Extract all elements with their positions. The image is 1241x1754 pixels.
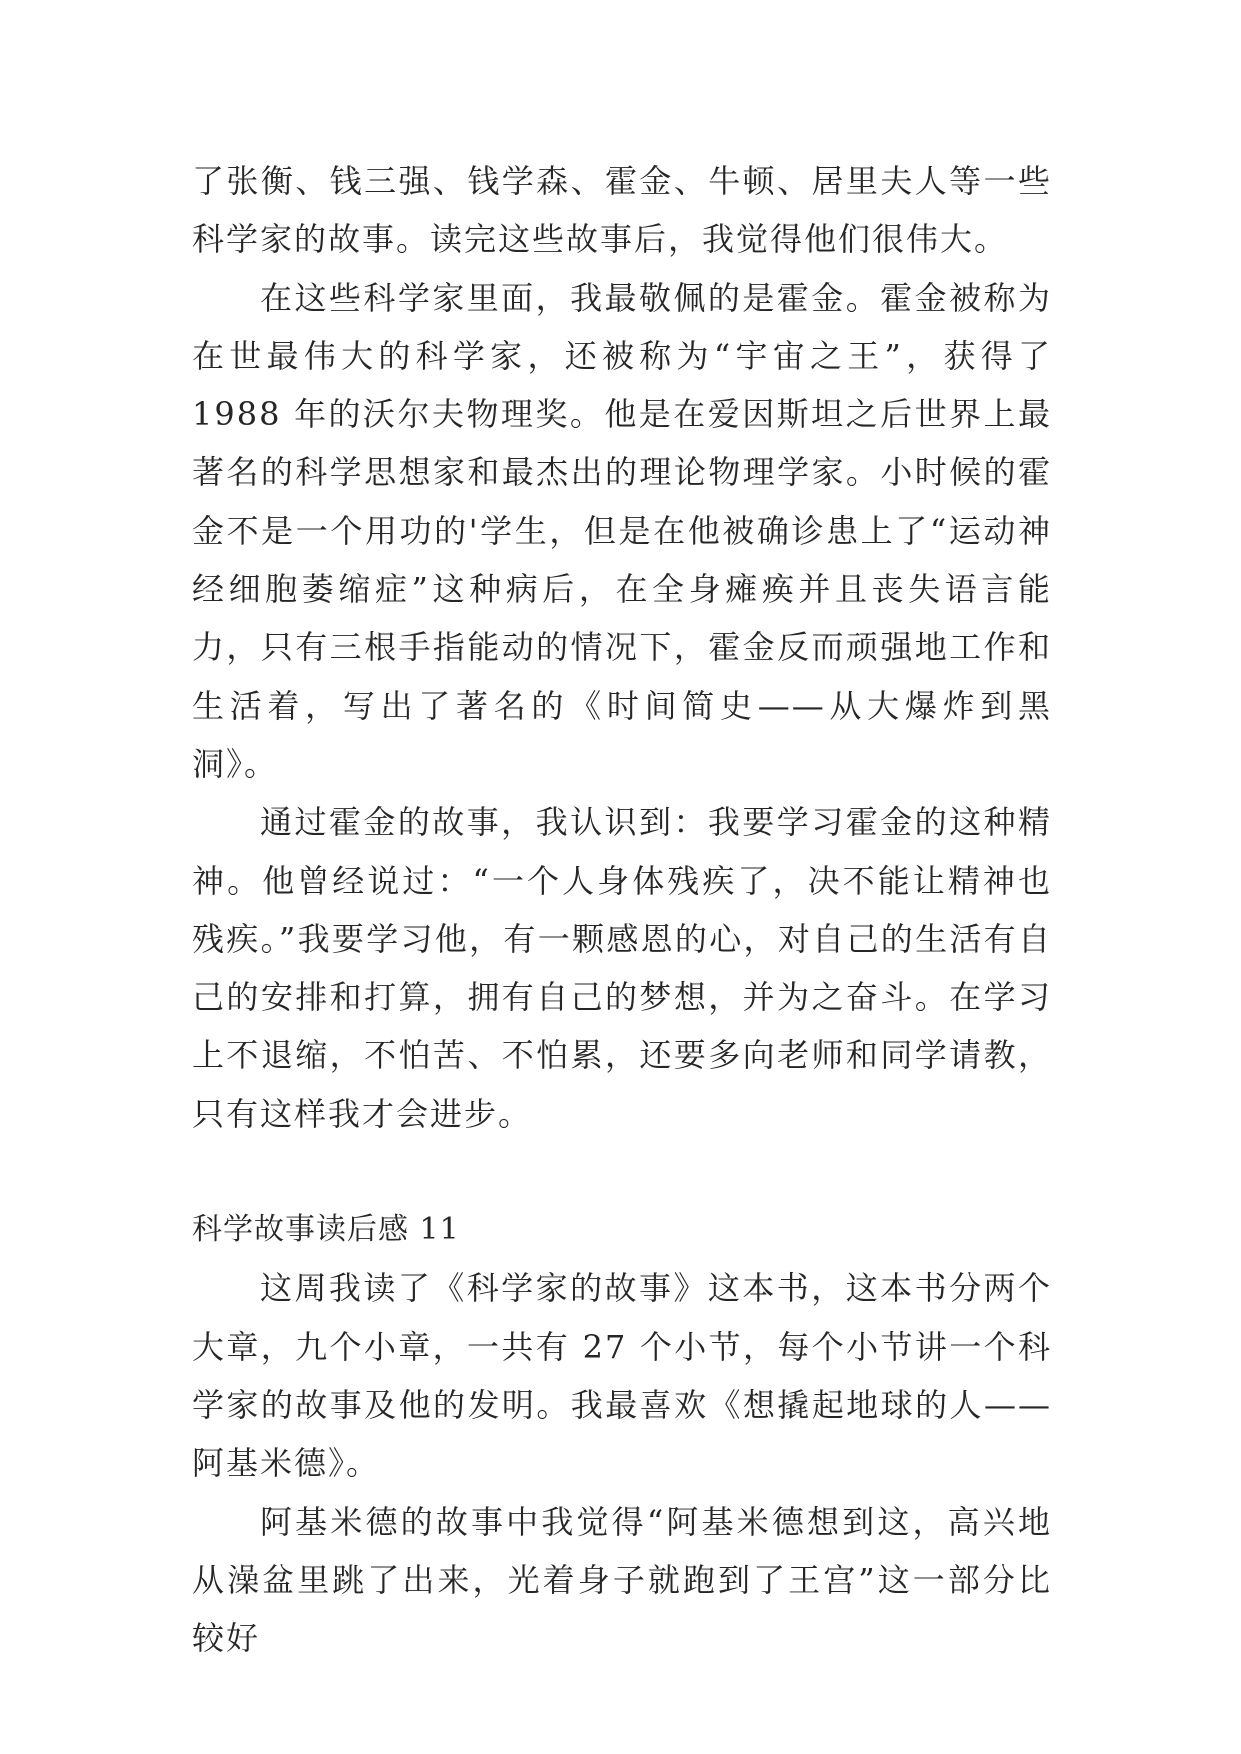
section-heading: 科学故事读后感 11 (192, 1212, 460, 1248)
paragraph-continued: 了张衡、钱三强、钱学森、霍金、牛顿、居里夫人等一些科学家的故事。读完这些故事后，我觉得他们很伟大。 (192, 162, 1052, 259)
paragraph-hawking-admiration: 在这些科学家里面，我最敬佩的是霍金。霍金被称为在世最伟大的科学家，还被称为“宇宙之王”，获得了 1988 年的沃尔夫物理奖。他是在爱因斯坦之后世界上最著名的科学思想家和最杰出的理论物理学家。小时候的霍金不是一个用功的'学生，但是在他被确诊患上了“运动神经细胞萎缩症”这种病后，在全身瘫痪并且丧失语言能力，只有三根手指能动的情况下，霍金反而顽强地工作和生活着，写出了著名的《时间简史——从大爆炸到黑洞》。 (192, 278, 1052, 783)
document-body (192, 152, 1052, 1667)
paragraph-book-intro: 这周我读了《科学家的故事》这本书，这本书分两个大章，九个小章，一共有 27 个小节，每个小节讲一个科学家的故事及他的发明。我最喜欢《想撬起地球的人——阿基米德》。 (192, 1269, 1052, 1483)
paragraph-archimedes-story: 阿基米德的故事中我觉得“阿基米德想到这，高兴地从澡盆里跳了出来，光着身子就跑到了王宫”这一部分比较好 (192, 1502, 1052, 1658)
paragraph-lesson-learned: 通过霍金的故事，我认识到：我要学习霍金的这种精神。他曾经说过：“一个人身体残疾了，决不能让精神也残疾。”我要学习他，有一颗感恩的心，对自己的生活有自己的安排和打算，拥有自己的梦想，并为之奋斗。在学习上不退缩，不怕苦、不怕累，还要多向老师和同学请教，只有这样我才会进步。 (192, 803, 1052, 1133)
